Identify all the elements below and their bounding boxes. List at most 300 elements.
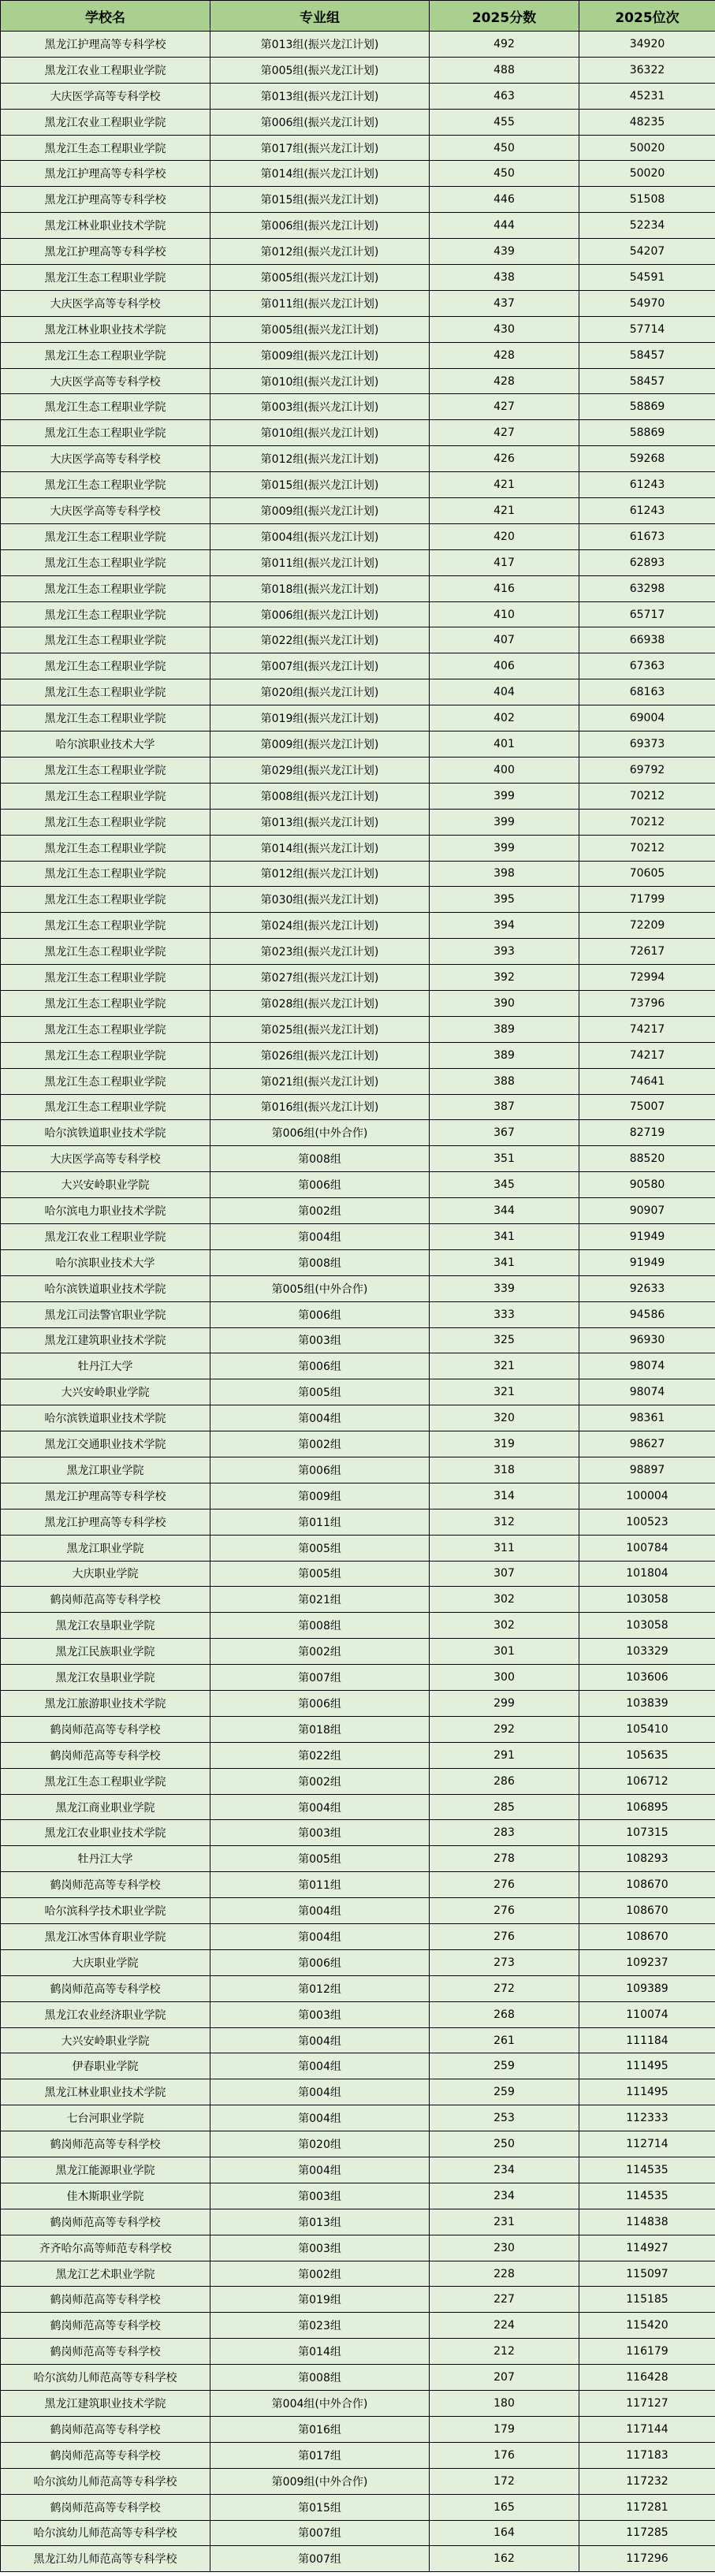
table-row xyxy=(1,316,715,342)
cell-rank: 114927 xyxy=(579,2235,715,2261)
cell-group: 第006组(振兴龙江计划) xyxy=(210,213,430,239)
table-row xyxy=(1,1509,715,1535)
table-row xyxy=(1,809,715,835)
cell-school: 哈尔滨幼儿师范高等专科学校 xyxy=(1,2365,210,2391)
cell-group: 第007组(振兴龙江计划) xyxy=(210,653,430,679)
table-row xyxy=(1,2053,715,2079)
cell-group: 第015组(振兴龙江计划) xyxy=(210,472,430,498)
cell-score: 439 xyxy=(430,239,579,265)
cell-school: 黑龙江生态工程职业学院 xyxy=(1,990,210,1016)
cell-score: 259 xyxy=(430,2079,579,2105)
table-row xyxy=(1,523,715,549)
cell-school: 佳木斯职业学院 xyxy=(1,2183,210,2209)
cell-group: 第020组(振兴龙江计划) xyxy=(210,679,430,705)
table-row xyxy=(1,1846,715,1872)
cell-school: 黑龙江冰雪体育职业学院 xyxy=(1,1924,210,1950)
cell-score: 450 xyxy=(430,135,579,161)
cell-group: 第006组(振兴龙江计划) xyxy=(210,601,430,627)
cell-score: 292 xyxy=(430,1716,579,1742)
table-row xyxy=(1,1198,715,1224)
cell-school: 黑龙江职业学院 xyxy=(1,1535,210,1561)
cell-score: 390 xyxy=(430,990,579,1016)
cell-school: 黑龙江生态工程职业学院 xyxy=(1,705,210,731)
table-row xyxy=(1,757,715,783)
cell-school: 黑龙江生态工程职业学院 xyxy=(1,835,210,861)
cell-school: 大庆医学高等专科学校 xyxy=(1,446,210,472)
table-row xyxy=(1,1587,715,1613)
cell-school: 黑龙江护理高等专科学校 xyxy=(1,1483,210,1509)
cell-rank: 74641 xyxy=(579,1068,715,1094)
cell-rank: 117296 xyxy=(579,2546,715,2572)
cell-score: 402 xyxy=(430,705,579,731)
cell-score: 341 xyxy=(430,1249,579,1275)
cell-rank: 54207 xyxy=(579,239,715,265)
cell-rank: 115097 xyxy=(579,2261,715,2287)
table-row xyxy=(1,290,715,316)
table-row xyxy=(1,1975,715,2001)
cell-group: 第003组 xyxy=(210,2001,430,2027)
cell-school: 黑龙江交通职业技术学院 xyxy=(1,1431,210,1457)
cell-score: 351 xyxy=(430,1146,579,1172)
cell-rank: 112714 xyxy=(579,2131,715,2157)
cell-score: 421 xyxy=(430,472,579,498)
cell-rank: 63298 xyxy=(579,575,715,601)
cell-rank: 100523 xyxy=(579,1509,715,1535)
cell-school: 鹤岗师范高等专科学校 xyxy=(1,1975,210,2001)
table-row xyxy=(1,2468,715,2494)
cell-school: 黑龙江生态工程职业学院 xyxy=(1,420,210,446)
cell-rank: 70605 xyxy=(579,861,715,887)
cell-school: 齐齐哈尔高等师范专科学校 xyxy=(1,2235,210,2261)
cell-group: 第021组(振兴龙江计划) xyxy=(210,1068,430,1094)
cell-group: 第009组(振兴龙江计划) xyxy=(210,342,430,368)
cell-score: 325 xyxy=(430,1327,579,1353)
cell-rank: 70212 xyxy=(579,835,715,861)
cell-score: 488 xyxy=(430,57,579,83)
table-row xyxy=(1,1301,715,1327)
cell-school: 七台河职业学院 xyxy=(1,2105,210,2131)
cell-rank: 72617 xyxy=(579,939,715,965)
table-row xyxy=(1,1924,715,1950)
cell-rank: 51508 xyxy=(579,187,715,213)
cell-school: 鹤岗师范高等专科学校 xyxy=(1,2416,210,2442)
cell-rank: 82719 xyxy=(579,1120,715,1146)
cell-score: 387 xyxy=(430,1094,579,1120)
cell-rank: 69373 xyxy=(579,731,715,758)
table-row xyxy=(1,575,715,601)
cell-rank: 111184 xyxy=(579,2027,715,2053)
cell-score: 406 xyxy=(430,653,579,679)
cell-rank: 96930 xyxy=(579,1327,715,1353)
cell-group: 第007组 xyxy=(210,1665,430,1691)
cell-school: 黑龙江建筑职业技术学院 xyxy=(1,2391,210,2417)
cell-rank: 90907 xyxy=(579,1198,715,1224)
cell-school: 哈尔滨幼儿师范高等专科学校 xyxy=(1,2468,210,2494)
cell-score: 395 xyxy=(430,887,579,913)
cell-school: 黑龙江农业工程职业学院 xyxy=(1,57,210,83)
cell-rank: 68163 xyxy=(579,679,715,705)
cell-rank: 98627 xyxy=(579,1431,715,1457)
table-row xyxy=(1,1120,715,1146)
cell-score: 273 xyxy=(430,1949,579,1975)
header-school: 学校名 xyxy=(1,1,210,32)
cell-school: 黑龙江农业经济职业学院 xyxy=(1,2001,210,2027)
cell-rank: 57714 xyxy=(579,316,715,342)
table-row xyxy=(1,1146,715,1172)
cell-school: 哈尔滨幼儿师范高等专科学校 xyxy=(1,2520,210,2546)
cell-rank: 100004 xyxy=(579,1483,715,1509)
table-row xyxy=(1,549,715,575)
header-score: 2025分数 xyxy=(430,1,579,32)
table-row xyxy=(1,1483,715,1509)
cell-school: 大庆医学高等专科学校 xyxy=(1,498,210,524)
cell-score: 407 xyxy=(430,627,579,653)
table-row xyxy=(1,2416,715,2442)
cell-score: 228 xyxy=(430,2261,579,2287)
table-row xyxy=(1,627,715,653)
table-row xyxy=(1,213,715,239)
cell-score: 227 xyxy=(430,2287,579,2313)
cell-rank: 108670 xyxy=(579,1924,715,1950)
cell-score: 164 xyxy=(430,2520,579,2546)
cell-school: 伊春职业学院 xyxy=(1,2053,210,2079)
cell-score: 314 xyxy=(430,1483,579,1509)
cell-score: 455 xyxy=(430,109,579,135)
cell-rank: 114535 xyxy=(579,2157,715,2183)
cell-group: 第007组 xyxy=(210,2520,430,2546)
table-row xyxy=(1,2313,715,2339)
cell-group: 第016组(振兴龙江计划) xyxy=(210,1094,430,1120)
table-row xyxy=(1,1327,715,1353)
cell-school: 黑龙江生态工程职业学院 xyxy=(1,1016,210,1042)
cell-score: 394 xyxy=(430,913,579,939)
cell-rank: 117232 xyxy=(579,2468,715,2494)
cell-school: 哈尔滨职业技术大学 xyxy=(1,731,210,758)
cell-school: 黑龙江护理高等专科学校 xyxy=(1,239,210,265)
cell-school: 鹤岗师范高等专科学校 xyxy=(1,1716,210,1742)
cell-group: 第025组(振兴龙江计划) xyxy=(210,1016,430,1042)
table-row xyxy=(1,2365,715,2391)
table-row xyxy=(1,1249,715,1275)
table-row xyxy=(1,861,715,887)
cell-group: 第016组 xyxy=(210,2416,430,2442)
cell-score: 416 xyxy=(430,575,579,601)
cell-school: 鹤岗师范高等专科学校 xyxy=(1,2494,210,2520)
cell-group: 第004组 xyxy=(210,2027,430,2053)
cell-group: 第002组 xyxy=(210,1198,430,1224)
cell-group: 第006组 xyxy=(210,1949,430,1975)
cell-score: 231 xyxy=(430,2209,579,2235)
cell-group: 第008组 xyxy=(210,2365,430,2391)
table-row xyxy=(1,1898,715,1924)
table-row xyxy=(1,939,715,965)
cell-group: 第004组 xyxy=(210,1223,430,1249)
cell-score: 421 xyxy=(430,498,579,524)
cell-rank: 116179 xyxy=(579,2339,715,2365)
cell-rank: 106895 xyxy=(579,1794,715,1820)
table-row xyxy=(1,1691,715,1717)
cell-rank: 36322 xyxy=(579,57,715,83)
cell-rank: 62893 xyxy=(579,549,715,575)
cell-score: 492 xyxy=(430,32,579,58)
cell-rank: 103058 xyxy=(579,1587,715,1613)
table-row xyxy=(1,1535,715,1561)
cell-group: 第011组 xyxy=(210,1872,430,1898)
table-row xyxy=(1,731,715,758)
cell-group: 第006组 xyxy=(210,1457,430,1483)
cell-school: 哈尔滨铁道职业技术学院 xyxy=(1,1275,210,1301)
cell-score: 250 xyxy=(430,2131,579,2157)
table-row xyxy=(1,2261,715,2287)
cell-school: 黑龙江护理高等专科学校 xyxy=(1,187,210,213)
cell-group: 第019组 xyxy=(210,2287,430,2313)
table-row xyxy=(1,2520,715,2546)
table-row xyxy=(1,1068,715,1094)
table-row xyxy=(1,1379,715,1405)
cell-group: 第023组 xyxy=(210,2313,430,2339)
table-row xyxy=(1,2157,715,2183)
cell-score: 276 xyxy=(430,1872,579,1898)
table-row xyxy=(1,2001,715,2027)
cell-score: 234 xyxy=(430,2157,579,2183)
cell-rank: 75007 xyxy=(579,1094,715,1120)
cell-group: 第005组(振兴龙江计划) xyxy=(210,57,430,83)
cell-rank: 92633 xyxy=(579,1275,715,1301)
cell-school: 黑龙江生态工程职业学院 xyxy=(1,783,210,809)
table-row xyxy=(1,653,715,679)
table-row xyxy=(1,1561,715,1587)
cell-score: 285 xyxy=(430,1794,579,1820)
cell-school: 黑龙江林业职业技术学院 xyxy=(1,213,210,239)
cell-group: 第013组 xyxy=(210,2209,430,2235)
cell-rank: 54591 xyxy=(579,265,715,291)
cell-score: 276 xyxy=(430,1898,579,1924)
cell-school: 黑龙江生态工程职业学院 xyxy=(1,679,210,705)
cell-score: 463 xyxy=(430,83,579,109)
cell-group: 第005组(中外合作) xyxy=(210,1275,430,1301)
table-row xyxy=(1,1716,715,1742)
cell-school: 鹤岗师范高等专科学校 xyxy=(1,1742,210,1768)
table-row xyxy=(1,2079,715,2105)
cell-school: 大庆医学高等专科学校 xyxy=(1,1146,210,1172)
table-row xyxy=(1,2209,715,2235)
cell-group: 第028组(振兴龙江计划) xyxy=(210,990,430,1016)
cell-group: 第004组 xyxy=(210,1898,430,1924)
cell-score: 283 xyxy=(430,1820,579,1846)
cell-group: 第005组(振兴龙江计划) xyxy=(210,265,430,291)
cell-group: 第012组(振兴龙江计划) xyxy=(210,446,430,472)
cell-school: 哈尔滨铁道职业技术学院 xyxy=(1,1405,210,1431)
cell-rank: 91949 xyxy=(579,1249,715,1275)
table-row xyxy=(1,342,715,368)
cell-school: 黑龙江生态工程职业学院 xyxy=(1,861,210,887)
header-rank: 2025位次 xyxy=(579,1,715,32)
cell-group: 第006组 xyxy=(210,1353,430,1379)
cell-score: 339 xyxy=(430,1275,579,1301)
cell-school: 黑龙江生态工程职业学院 xyxy=(1,939,210,965)
cell-school: 哈尔滨职业技术大学 xyxy=(1,1249,210,1275)
cell-score: 307 xyxy=(430,1561,579,1587)
cell-rank: 34920 xyxy=(579,32,715,58)
cell-score: 162 xyxy=(430,2546,579,2572)
table-row xyxy=(1,83,715,109)
cell-group: 第002组 xyxy=(210,1431,430,1457)
cell-score: 450 xyxy=(430,161,579,187)
table-row xyxy=(1,2546,715,2572)
cell-rank: 69792 xyxy=(579,757,715,783)
table-row xyxy=(1,1949,715,1975)
cell-rank: 117183 xyxy=(579,2442,715,2468)
cell-rank: 61243 xyxy=(579,498,715,524)
cell-group: 第015组 xyxy=(210,2494,430,2520)
table-row xyxy=(1,1016,715,1042)
cell-school: 黑龙江生态工程职业学院 xyxy=(1,1068,210,1094)
cell-school: 鹤岗师范高等专科学校 xyxy=(1,2442,210,2468)
cell-group: 第003组 xyxy=(210,1820,430,1846)
table-row xyxy=(1,265,715,291)
cell-score: 179 xyxy=(430,2416,579,2442)
cell-school: 黑龙江能源职业学院 xyxy=(1,2157,210,2183)
cell-group: 第002组 xyxy=(210,1639,430,1665)
cell-group: 第013组(振兴龙江计划) xyxy=(210,32,430,58)
table-body xyxy=(1,32,715,2572)
cell-score: 437 xyxy=(430,290,579,316)
header-row xyxy=(1,1,715,32)
table-row xyxy=(1,2131,715,2157)
cell-score: 224 xyxy=(430,2313,579,2339)
table-row xyxy=(1,446,715,472)
cell-score: 444 xyxy=(430,213,579,239)
cell-group: 第017组 xyxy=(210,2442,430,2468)
cell-group: 第012组(振兴龙江计划) xyxy=(210,239,430,265)
cell-group: 第002组 xyxy=(210,1768,430,1794)
table-row xyxy=(1,679,715,705)
cell-school: 牡丹江大学 xyxy=(1,1353,210,1379)
table-row xyxy=(1,990,715,1016)
table-row xyxy=(1,887,715,913)
cell-group: 第010组(振兴龙江计划) xyxy=(210,368,430,394)
table-row xyxy=(1,705,715,731)
cell-school: 黑龙江旅游职业技术学院 xyxy=(1,1691,210,1717)
cell-group: 第009组(中外合作) xyxy=(210,2468,430,2494)
cell-group: 第014组(振兴龙江计划) xyxy=(210,161,430,187)
cell-school: 黑龙江艺术职业学院 xyxy=(1,2261,210,2287)
table-row xyxy=(1,2027,715,2053)
cell-school: 大庆职业学院 xyxy=(1,1561,210,1587)
cell-school: 黑龙江民族职业学院 xyxy=(1,1639,210,1665)
table-row xyxy=(1,965,715,991)
cell-group: 第005组 xyxy=(210,1379,430,1405)
cell-score: 428 xyxy=(430,342,579,368)
cell-score: 172 xyxy=(430,2468,579,2494)
cell-group: 第009组(振兴龙江计划) xyxy=(210,498,430,524)
table-row xyxy=(1,1613,715,1639)
cell-school: 黑龙江生态工程职业学院 xyxy=(1,653,210,679)
cell-rank: 70212 xyxy=(579,809,715,835)
cell-rank: 48235 xyxy=(579,109,715,135)
cell-school: 牡丹江大学 xyxy=(1,1846,210,1872)
table-row xyxy=(1,135,715,161)
table-row xyxy=(1,187,715,213)
cell-rank: 52234 xyxy=(579,213,715,239)
cell-school: 黑龙江农垦职业学院 xyxy=(1,1613,210,1639)
cell-rank: 103058 xyxy=(579,1613,715,1639)
cell-score: 302 xyxy=(430,1613,579,1639)
cell-rank: 72994 xyxy=(579,965,715,991)
cell-group: 第017组(振兴龙江计划) xyxy=(210,135,430,161)
cell-rank: 50020 xyxy=(579,161,715,187)
cell-group: 第005组 xyxy=(210,1535,430,1561)
cell-score: 410 xyxy=(430,601,579,627)
cell-score: 300 xyxy=(430,1665,579,1691)
cell-score: 312 xyxy=(430,1509,579,1535)
cell-score: 427 xyxy=(430,394,579,420)
cell-rank: 115420 xyxy=(579,2313,715,2339)
cell-school: 黑龙江生态工程职业学院 xyxy=(1,575,210,601)
cell-rank: 114535 xyxy=(579,2183,715,2209)
cell-rank: 58869 xyxy=(579,420,715,446)
cell-school: 鹤岗师范高等专科学校 xyxy=(1,2339,210,2365)
table-row xyxy=(1,1275,715,1301)
cell-score: 321 xyxy=(430,1353,579,1379)
cell-score: 344 xyxy=(430,1198,579,1224)
table-row xyxy=(1,1042,715,1068)
cell-group: 第005组 xyxy=(210,1561,430,1587)
cell-school: 黑龙江林业职业技术学院 xyxy=(1,2079,210,2105)
cell-group: 第007组 xyxy=(210,2546,430,2572)
cell-score: 367 xyxy=(430,1120,579,1146)
cell-score: 341 xyxy=(430,1223,579,1249)
table-row xyxy=(1,498,715,524)
cell-score: 438 xyxy=(430,265,579,291)
cell-school: 黑龙江农业工程职业学院 xyxy=(1,109,210,135)
cell-school: 黑龙江生态工程职业学院 xyxy=(1,601,210,627)
cell-rank: 103839 xyxy=(579,1691,715,1717)
cell-school: 大兴安岭职业学院 xyxy=(1,1172,210,1198)
cell-rank: 72209 xyxy=(579,913,715,939)
cell-rank: 103606 xyxy=(579,1665,715,1691)
cell-rank: 88520 xyxy=(579,1146,715,1172)
table-row xyxy=(1,161,715,187)
cell-school: 黑龙江生态工程职业学院 xyxy=(1,1768,210,1794)
table-row xyxy=(1,109,715,135)
cell-score: 404 xyxy=(430,679,579,705)
table-row xyxy=(1,394,715,420)
cell-group: 第020组 xyxy=(210,2131,430,2157)
cell-school: 大兴安岭职业学院 xyxy=(1,2027,210,2053)
cell-score: 389 xyxy=(430,1042,579,1068)
cell-group: 第004组(中外合作) xyxy=(210,2391,430,2417)
cell-score: 165 xyxy=(430,2494,579,2520)
cell-school: 黑龙江生态工程职业学院 xyxy=(1,965,210,991)
cell-rank: 58457 xyxy=(579,368,715,394)
cell-group: 第003组 xyxy=(210,2183,430,2209)
cell-score: 333 xyxy=(430,1301,579,1327)
cell-group: 第004组 xyxy=(210,1405,430,1431)
cell-school: 黑龙江建筑职业技术学院 xyxy=(1,1327,210,1353)
table-row xyxy=(1,2105,715,2131)
cell-group: 第030组(振兴龙江计划) xyxy=(210,887,430,913)
cell-rank: 50020 xyxy=(579,135,715,161)
table-row xyxy=(1,239,715,265)
cell-school: 哈尔滨科学技术职业学院 xyxy=(1,1898,210,1924)
cell-school: 鹤岗师范高等专科学校 xyxy=(1,2131,210,2157)
table-row xyxy=(1,2339,715,2365)
cell-group: 第018组 xyxy=(210,1716,430,1742)
cell-score: 428 xyxy=(430,368,579,394)
cell-score: 389 xyxy=(430,1016,579,1042)
cell-rank: 117144 xyxy=(579,2416,715,2442)
